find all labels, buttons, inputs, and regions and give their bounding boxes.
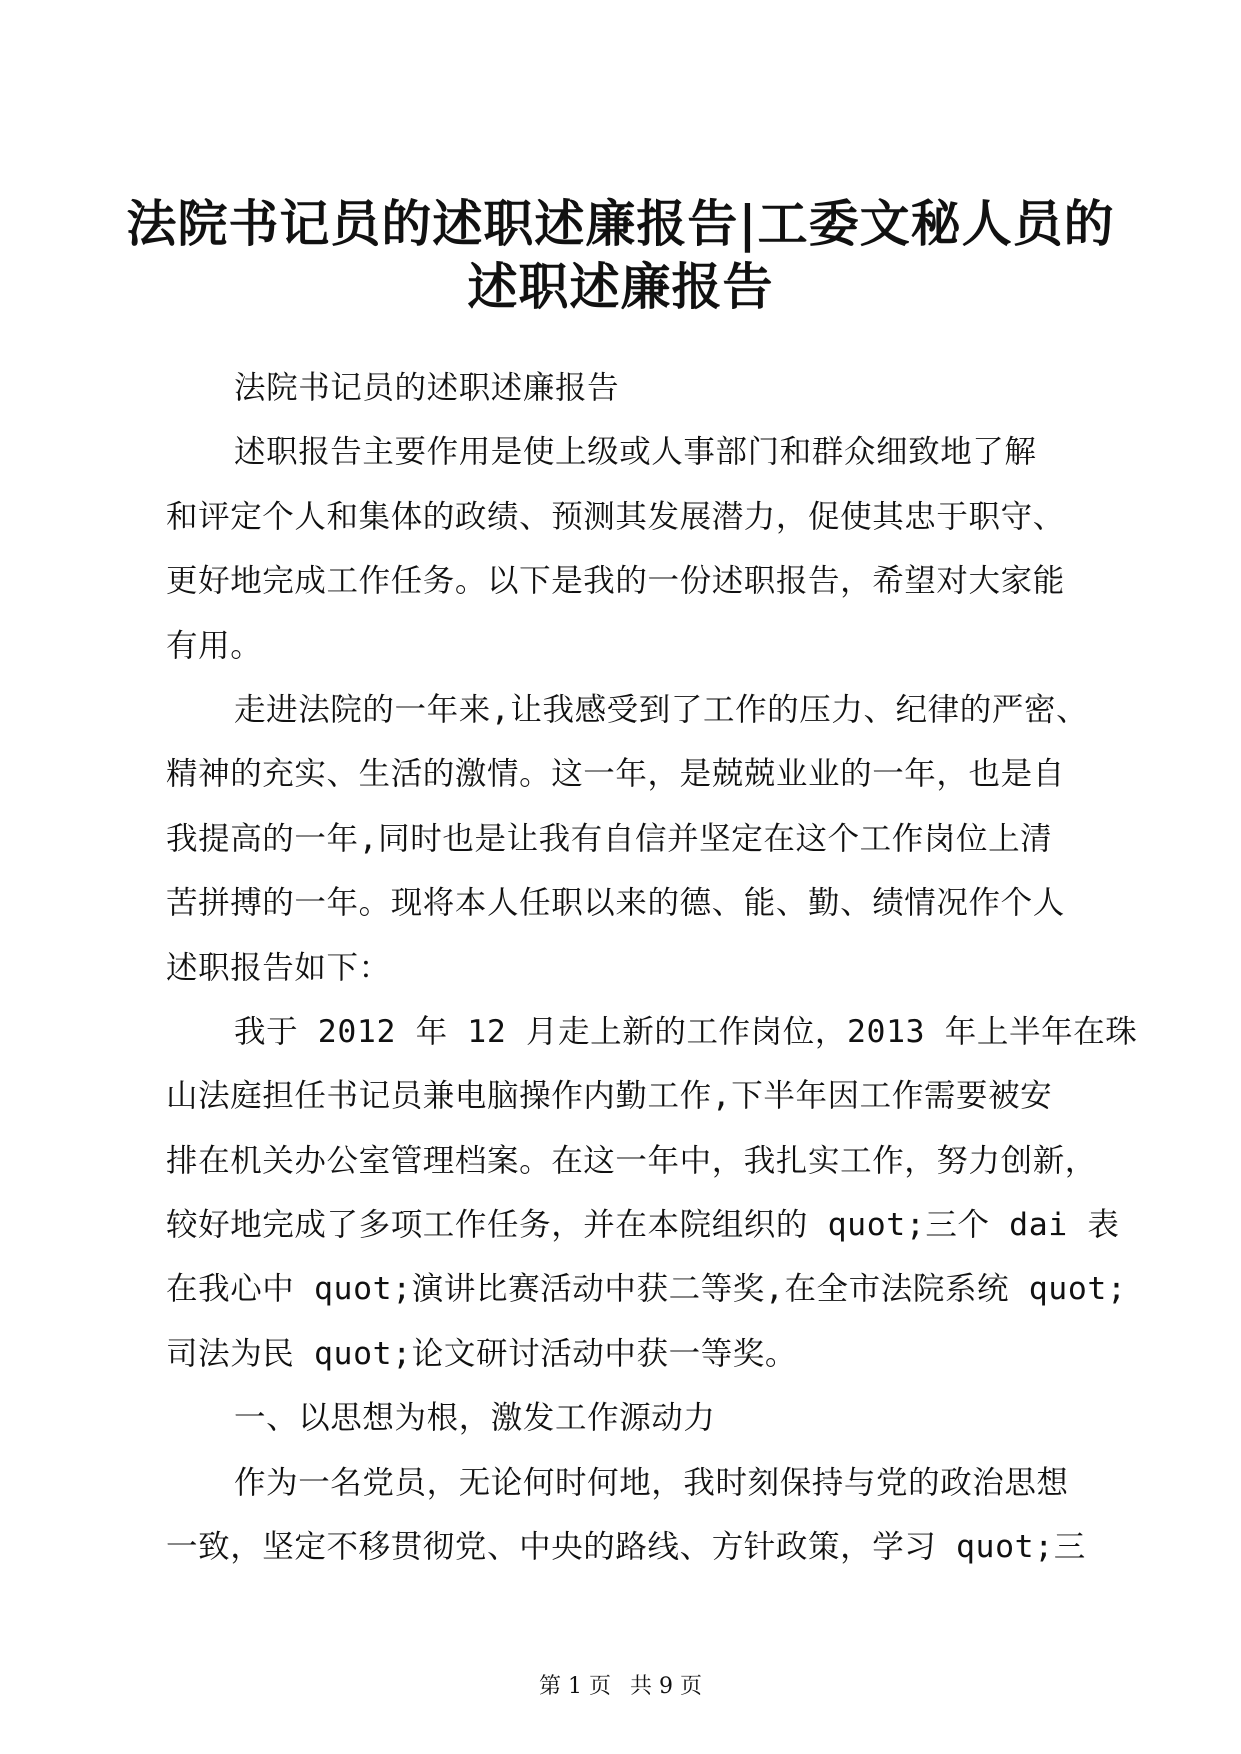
section-heading: 法院书记员的述职述廉报告 [234,370,620,406]
paragraph-line: 和评定个人和集体的政绩、预测其发展潜力，促使其忠于职守、 [166,498,1065,535]
paragraph-line: 述职报告主要作用是使上级或人事部门和群众细致地了解 [234,434,1037,471]
paragraph-line: 我于 2012 年 12 月走上新的工作岗位，2013 年上半年在珠 [234,1013,1138,1050]
section-heading: 一、以思想为根，激发工作源动力 [234,1400,716,1437]
paragraph-line: 走进法院的一年来,让我感受到了工作的压力、纪律的严密、 [234,691,1089,728]
page-total: 共 9 页 [630,1674,702,1699]
paragraph-line: 述职报告如下： [166,949,391,986]
paragraph-line: 有用。 [166,627,263,664]
document-body [166,356,1138,1579]
page-footer [0,1672,1241,1702]
paragraph-line: 更好地完成工作任务。以下是我的一份述职报告，希望对大家能 [166,563,1065,600]
paragraph-line: 一致，坚定不移贯彻党、中央的路线、方针政策，学习 quot;三 [166,1529,1086,1566]
paragraph-line: 在我心中 quot;演讲比赛活动中获二等奖,在全市法院系统 quot; [166,1271,1127,1308]
paragraph-line: 山法庭担任书记员兼电脑操作内勤工作,下半年因工作需要被安 [166,1078,1053,1115]
paragraph-line: 作为一名党员，无论何时何地，我时刻保持与党的政治思想 [234,1464,1069,1501]
paragraph-line: 精神的充实、生活的激情。这一年，是兢兢业业的一年，也是自 [166,756,1065,793]
paragraph-line: 司法为民 quot;论文研讨活动中获一等奖。 [166,1335,797,1372]
document-title [120,192,1121,318]
paragraph-line: 苦拼搏的一年。现将本人任职以来的德、能、勤、绩情况作个人 [166,885,1065,922]
title-line: 法院书记员的述职述廉报告|工委文秘人员的 [126,194,1115,253]
paragraph-line: 排在机关办公室管理档案。在这一年中，我扎实工作，努力创新， [166,1142,1097,1179]
paragraph-line: 我提高的一年,同时也是让我有自信并坚定在这个工作岗位上清 [166,820,1053,857]
paragraph-line: 较好地完成了多项工作任务，并在本院组织的 quot;三个 dai 表 [166,1207,1120,1244]
title-line: 述职述廉报告 [467,257,774,316]
page-number: 第 1 页 [539,1674,611,1699]
